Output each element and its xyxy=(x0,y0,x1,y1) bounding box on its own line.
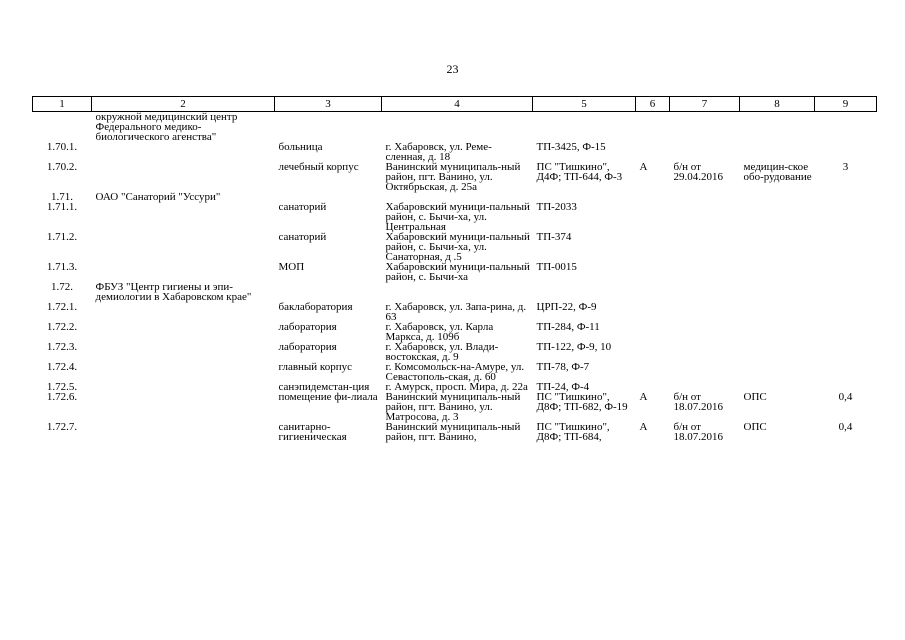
table-cell-col-6 xyxy=(636,262,670,282)
table-cell-col-5: ТП-0015 xyxy=(536,261,577,273)
table-cell-col-3: главный корпус xyxy=(278,361,352,373)
table-cell-col-4: г. Амурск, просп. Мира, д. 22а xyxy=(385,381,528,393)
table-cell-col-3: лаборатория xyxy=(278,321,337,333)
table-cell-col-4: г. Хабаровск, ул. Карла Маркса, д. 109б xyxy=(385,321,494,343)
table-cell-col-1: 1.70.2. xyxy=(46,161,78,173)
column-header: 9 xyxy=(815,97,877,112)
table-cell-col-4: г. Хабаровск, ул. Влади-востокская, д. 9 xyxy=(385,341,499,363)
table-cell-col-1 xyxy=(33,112,92,143)
table-cell-col-1: 1.71.3. xyxy=(46,261,78,273)
table-cell-col-1: 1.70.1. xyxy=(46,141,78,153)
table-cell-col-8 xyxy=(740,202,815,232)
table-cell-col-7: б/н от 18.07.2016 xyxy=(673,391,723,413)
table-cell-col-2 xyxy=(92,232,275,262)
column-header: 5 xyxy=(533,97,636,112)
table-cell-col-9 xyxy=(815,202,877,232)
table-cell-col-6: А xyxy=(639,421,648,433)
table-cell-col-3: баклаборатория xyxy=(278,301,353,313)
table-cell-col-9: 0,4 xyxy=(838,391,853,403)
table-cell-col-4: г. Хабаровск, ул. Запа-рина, д. 63 xyxy=(385,301,527,323)
table-cell-col-2 xyxy=(92,262,275,282)
table-cell-col-6 xyxy=(636,112,670,143)
table-row xyxy=(33,282,877,302)
table-cell-col-8 xyxy=(740,142,815,162)
table-cell-col-9 xyxy=(815,362,877,382)
table-row xyxy=(33,142,877,162)
table-cell-col-1: 1.72.4. xyxy=(46,361,78,373)
table-cell-col-2 xyxy=(92,142,275,162)
column-header: 1 xyxy=(33,97,92,112)
table-row xyxy=(33,232,877,262)
table-cell-col-6 xyxy=(636,282,670,302)
table-cell-col-8 xyxy=(740,362,815,382)
table-cell-col-3: больница xyxy=(278,141,323,153)
table-cell-col-7 xyxy=(670,262,740,282)
column-header: 7 xyxy=(670,97,740,112)
table-cell-col-3: лечебный корпус xyxy=(278,161,359,173)
table-row xyxy=(33,302,877,322)
table-cell-col-6: А xyxy=(639,391,648,403)
column-header: 3 xyxy=(275,97,382,112)
table-cell-col-9 xyxy=(815,112,877,143)
table-cell-col-9 xyxy=(815,282,877,302)
table-cell-col-4: Ванинский муниципаль-ный район, пгт. Ванино, ул. Матросова, д. 3 xyxy=(385,391,521,423)
table-cell-col-8: медицин-ское обо-рудование xyxy=(743,161,812,183)
table-cell-col-6 xyxy=(636,202,670,232)
table-row xyxy=(33,322,877,342)
data-table xyxy=(32,96,877,442)
table-cell-col-6 xyxy=(636,302,670,322)
page-number: 23 xyxy=(446,62,459,76)
table-cell-col-4: Хабаровский муници-пальный район, с. Бычи-ха, ул. Центральная xyxy=(385,201,530,233)
table-cell-col-6 xyxy=(636,362,670,382)
table-cell-col-8: ОПС xyxy=(743,421,767,433)
table-cell-col-5 xyxy=(533,112,636,143)
table-cell-col-1: 1.71. xyxy=(51,191,73,203)
table-cell-col-2 xyxy=(92,382,275,392)
table-cell-col-4 xyxy=(382,112,533,143)
table-cell-col-9 xyxy=(815,322,877,342)
table-cell-col-2 xyxy=(92,392,275,422)
table-cell-col-3: лаборатория xyxy=(278,341,337,353)
table-cell-col-3 xyxy=(275,112,382,143)
table-cell-col-3: помещение фи-лиала xyxy=(278,391,378,403)
table-cell-col-9 xyxy=(815,262,877,282)
table-cell-col-2 xyxy=(92,162,275,192)
table-cell-col-7: б/н от 18.07.2016 xyxy=(673,421,723,443)
table-cell-col-5: ТП-284, Ф-11 xyxy=(536,321,600,333)
table-cell-col-3: санитарно-гигиеническая xyxy=(278,421,347,443)
table-cell-col-8 xyxy=(740,302,815,322)
table-cell-col-9 xyxy=(815,342,877,362)
table-cell-col-4: г. Хабаровск, ул. Реме-сленная, д. 18 xyxy=(385,141,492,163)
table-cell-col-8 xyxy=(740,232,815,262)
table-cell-col-4: Ванинский муниципаль-ный район, пгт. Ванино, xyxy=(385,421,521,443)
column-header: 4 xyxy=(382,97,533,112)
table-cell-col-1: 1.72.7. xyxy=(46,421,78,433)
table-cell-col-5: ПС "Тишкино", Д4Ф; ТП-644, Ф-3 xyxy=(536,161,623,183)
table-cell-col-2 xyxy=(92,342,275,362)
table-cell-col-4 xyxy=(382,282,533,302)
table-cell-col-9: 0,4 xyxy=(838,421,853,433)
table-cell-col-8 xyxy=(740,342,815,362)
table-cell-col-4: г. Комсомольск-на-Амуре, ул. Севастополь-ская, д. 60 xyxy=(385,361,525,383)
table-cell-col-6 xyxy=(636,192,670,202)
table-cell-col-7 xyxy=(670,322,740,342)
table-cell-col-9 xyxy=(815,232,877,262)
table-cell-col-7 xyxy=(670,302,740,322)
table-cell-col-2 xyxy=(92,322,275,342)
table-row xyxy=(33,112,877,143)
table-row xyxy=(33,202,877,232)
table-cell-col-9 xyxy=(815,142,877,162)
table-cell-col-7 xyxy=(670,202,740,232)
table-cell-col-6 xyxy=(636,342,670,362)
table-cell-col-3: санаторий xyxy=(278,231,327,243)
table-cell-col-4: Ванинский муниципаль-ный район, пгт. Ванино, ул. Октябрьская, д. 25а xyxy=(385,161,521,193)
table-cell-col-2 xyxy=(92,422,275,442)
column-header: 8 xyxy=(740,97,815,112)
table-cell-col-7 xyxy=(670,142,740,162)
table-row xyxy=(33,392,877,422)
table-cell-col-5 xyxy=(533,282,636,302)
table-cell-col-6: А xyxy=(639,161,648,173)
table-cell-col-6 xyxy=(636,322,670,342)
table-cell-col-1: 1.71.1. xyxy=(46,201,78,213)
table-cell-col-5: ЦРП-22, Ф-9 xyxy=(536,301,597,313)
table-cell-col-4: Хабаровский муници-пальный район, с. Бычи-ха, ул. Санаторная, д .5 xyxy=(385,231,530,263)
table-cell-col-8 xyxy=(740,282,815,302)
table-cell-col-1: 1.72.5. xyxy=(46,381,78,393)
table-cell-col-7 xyxy=(670,282,740,302)
table-cell-col-8 xyxy=(740,322,815,342)
table-cell-col-2 xyxy=(92,302,275,322)
table-cell-col-6 xyxy=(636,142,670,162)
table-cell-col-5: ТП-24, Ф-4 xyxy=(536,381,590,393)
table-cell-col-1: 1.72.1. xyxy=(46,301,78,313)
table-cell-col-3 xyxy=(275,282,382,302)
table-row xyxy=(33,162,877,192)
table-cell-col-2: окружной медицинский центр Федерального медико-биологического агенства" xyxy=(95,111,238,143)
table-cell-col-7 xyxy=(670,362,740,382)
table-row xyxy=(33,422,877,442)
table-cell-col-1: 1.72.2. xyxy=(46,321,78,333)
table-cell-col-1: 1.72.3. xyxy=(46,341,78,353)
table-cell-col-9: 3 xyxy=(842,161,849,173)
table-cell-col-8 xyxy=(740,192,815,202)
table-cell-col-7 xyxy=(670,192,740,202)
table-cell-col-9 xyxy=(815,192,877,202)
table-cell-col-7 xyxy=(670,342,740,362)
table-cell-col-8 xyxy=(740,262,815,282)
table-cell-col-3: санаторий xyxy=(278,201,327,213)
table-cell-col-5: ПС "Тишкино", Д8Ф; ТП-682, Ф-19 xyxy=(536,391,628,413)
table-cell-col-9 xyxy=(815,302,877,322)
table-cell-col-5: ТП-78, Ф-7 xyxy=(536,361,590,373)
table-cell-col-5: ТП-2033 xyxy=(536,201,577,213)
table-cell-col-2 xyxy=(92,202,275,232)
table-cell-col-3: санэпидемстан-ция xyxy=(278,381,370,393)
table-cell-col-5: ТП-3425, Ф-15 xyxy=(536,141,606,153)
table-cell-col-1: 1.72. xyxy=(51,281,73,293)
table-cell-col-2: ФБУЗ "Центр гигиены и эпи-демиологии в Хабаровском крае" xyxy=(95,281,252,303)
table-cell-col-3: МОП xyxy=(278,261,305,273)
column-header: 2 xyxy=(92,97,275,112)
table-cell-col-5: ТП-374 xyxy=(536,231,572,243)
table-row xyxy=(33,262,877,282)
table-cell-col-1: 1.71.2. xyxy=(46,231,78,243)
table-row xyxy=(33,342,877,362)
table-cell-col-8: ОПС xyxy=(743,391,767,403)
table-cell-col-5: ПС "Тишкино", Д8Ф; ТП-684, xyxy=(536,421,610,443)
table-cell-col-7 xyxy=(670,112,740,143)
table-cell-col-1: 1.72.6. xyxy=(46,391,78,403)
table-cell-col-8 xyxy=(740,112,815,143)
table-row xyxy=(33,362,877,382)
table-cell-col-2 xyxy=(92,362,275,382)
table-cell-col-7: б/н от 29.04.2016 xyxy=(673,161,723,183)
table-cell-col-7 xyxy=(670,232,740,262)
table-cell-col-2: ОАО "Санаторий "Уссури" xyxy=(95,191,221,203)
table-cell-col-5: ТП-122, Ф-9, 10 xyxy=(536,341,612,353)
table-header-row xyxy=(33,97,877,112)
table-cell-col-4: Хабаровский муници-пальный район, с. Бычи-ха xyxy=(385,261,530,283)
column-header: 6 xyxy=(636,97,670,112)
table-cell-col-6 xyxy=(636,232,670,262)
